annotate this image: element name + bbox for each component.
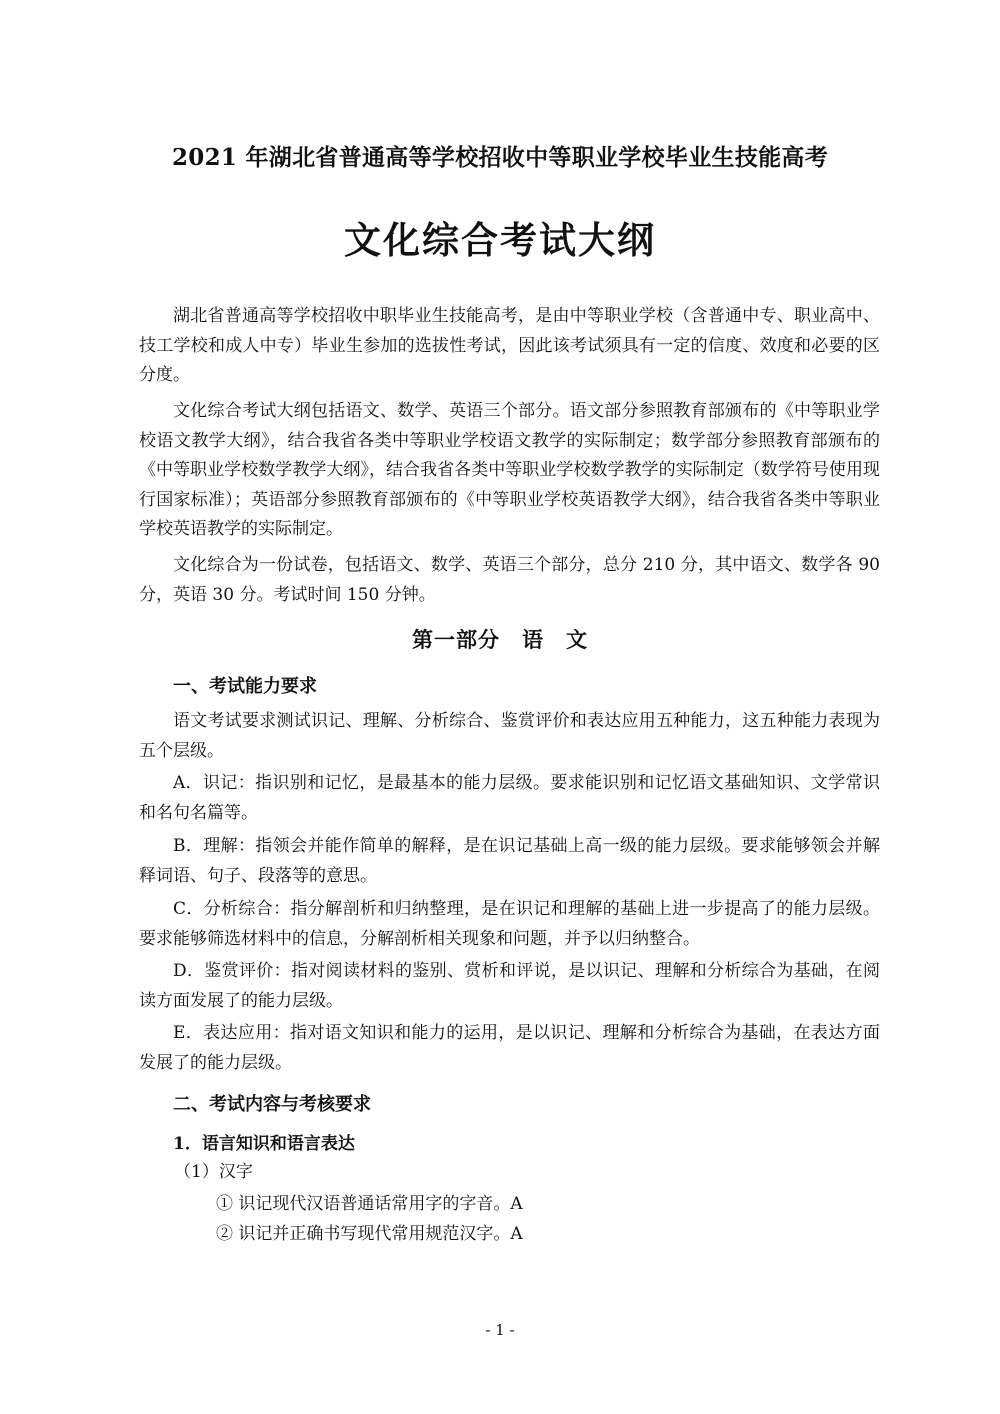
subitem-heading: （1）汉字 — [174, 1162, 253, 1182]
subsection-heading: 1．语言知识和语言表达 — [173, 1134, 355, 1154]
section-heading-1: 一、考试能力要求 — [173, 676, 317, 697]
intro-paragraph-2: 文化综合考试大纲包括语文、数学、英语三个部分。语文部分参照教育部颁布的《中等职业学校语文教学大纲》，结合我省各类中等职业学校语文教学的实际制定；数学部分参照教育部颁布的《中等职业学校数学教学大纲》，结合我省各类中等职业学校数学教学的实际制定（数学符号使用现行国家标准）；英语部分参照教育部颁布的《中等职业学校英语教学大纲》，结合我省各类中等职业学校英语教学的实际制定。 — [139, 401, 880, 539]
list-item: ① 识记现代汉语普通话常用字的字音。A — [216, 1194, 523, 1214]
intro-paragraph-1: 湖北省普通高等学校招收中职毕业生技能高考，是由中等职业学校（含普通中专、职业高中、技工学校和成人中专）毕业生参加的选拔性考试，因此该考试须具有一定的信度、效度和必要的区分度。 — [139, 306, 880, 385]
ability-d-paragraph: D．鉴赏评价：指对阅读材料的鉴别、赏析和评说，是以识记、理解和分析综合为基础，在阅读方面发展了的能力层级。 — [139, 961, 880, 1011]
ability-b-paragraph: B．理解：指领会并能作简单的解释，是在识记基础上高一级的能力层级。要求能够领会并解释词语、句子、段落等的意思。 — [139, 836, 880, 886]
list-item: ② 识记并正确书写现代常用规范汉字。A — [216, 1224, 523, 1244]
page-number: - 1 - — [485, 1321, 515, 1339]
document-title-line1: 2021 年湖北省普通高等学校招收中等职业学校毕业生技能高考 — [171, 144, 829, 171]
ability-e-paragraph: E．表达应用：指对语文知识和能力的运用，是以识记、理解和分析综合为基础，在表达方面发展了的能力层级。 — [139, 1023, 880, 1073]
part-heading: 第一部分 语 文 — [412, 627, 588, 652]
document-title-line2: 文化综合考试大纲 — [344, 218, 656, 262]
section-heading-2: 二、考试内容与考核要求 — [173, 1094, 371, 1115]
intro-paragraph-3: 文化综合为一份试卷，包括语文、数学、英语三个部分，总分 210 分，其中语文、数学各 90 分，英语 30 分。考试时间 150 分钟。 — [139, 555, 880, 605]
ability-c-paragraph: C．分析综合：指分解剖析和归纳整理，是在识记和理解的基础上进一步提高了的能力层级。要求能够筛选材料中的信息，分解剖析相关现象和问题，并予以归纳整合。 — [139, 899, 880, 949]
section1-paragraph-intro: 语文考试要求测试识记、理解、分析综合、鉴赏评价和表达应用五种能力，这五种能力表现为五个层级。 — [139, 711, 880, 761]
ability-a-paragraph: A．识记：指识别和记忆，是最基本的能力层级。要求能识别和记忆语文基础知识、文学常识和名句名篇等。 — [139, 773, 880, 823]
